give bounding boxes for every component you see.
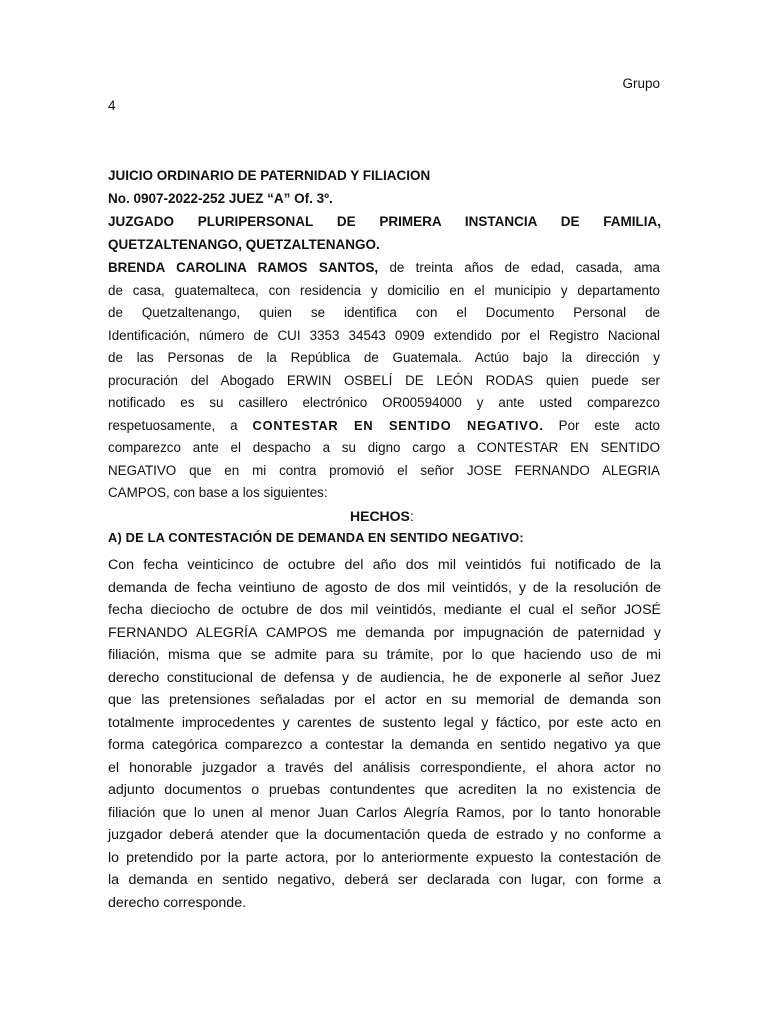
facts-line-11: adjunto documentos o pruebas contundentes que acrediten la no existencia de	[108, 782, 661, 798]
intro-line-9: comparezco ante el despacho a su digno cargo a CONTESTAR EN SENTIDO	[108, 440, 660, 455]
facts-line-2: demanda de fecha veintiuno de agosto de dos mil veintidós, y de la resolución de	[108, 580, 661, 596]
court-line-1: JUZGADO PLURIPERSONAL DE PRIMERA INSTANCIA DE FAMILIA,	[108, 214, 661, 229]
facts-line-1: Con fecha veinticinco de octubre del año dos mil veintidós fui notificado de la	[108, 557, 661, 573]
group-number: 4	[108, 98, 116, 113]
facts-line-3: fecha dieciocho de octubre de dos mil veintidós, mediante el cual el señor JOSÉ	[108, 602, 661, 618]
intro-line-1-rest: de treinta años de edad, casada, ama	[378, 260, 660, 275]
facts-line-16: derecho corresponde.	[108, 895, 247, 911]
facts-line-15: la demanda en sentido negativo, deberá ser declarada con lugar, con forme a	[108, 872, 661, 888]
facts-line-4: FERNANDO ALEGRÍA CAMPOS me demanda por impugnación de paternidad y	[108, 625, 661, 641]
intro-line-3: de Quetzaltenango, quien se identifica con el Documento Personal de	[108, 305, 660, 320]
facts-line-6: derecho constitucional de defensa y de audiencia, he de exponerle al señor Juez	[108, 670, 661, 686]
facts-line-7: que las pretensiones señaladas por el actor en su memorial de demanda son	[108, 692, 661, 708]
contest-negative-phrase: CONTESTAR EN SENTIDO NEGATIVO.	[252, 418, 544, 433]
intro-line-7: notificado es su casillero electrónico OR00594000 y ante usted comparezco	[108, 395, 660, 410]
court-line-2: QUETZALTENANGO, QUETZALTENANGO.	[108, 237, 380, 252]
facts-line-8: totalmente improcedentes y carentes de sustento legal y fáctico, por este acto en	[108, 715, 661, 731]
facts-line-10: el honorable juzgador a través del análisis correspondiente, el ahora actor no	[108, 760, 661, 776]
intro-line-8-end: Por este acto	[543, 418, 660, 433]
facts-line-12: filiación que lo unen al menor Juan Carlos Alegría Ramos, por lo tanto honorable	[108, 805, 661, 821]
facts-line-13: juzgador deberá atender que la documentación queda de estrado y no conforme a	[108, 827, 661, 843]
section-title	[350, 508, 414, 524]
facts-line-9: forma categórica comparezco a contestar la demanda en sentido negativo ya que	[108, 737, 661, 753]
intro-line-10: NEGATIVO que en mi contra promovió el señor JOSE FERNANDO ALEGRIA	[108, 463, 660, 478]
intro-line-4: Identificación, número de CUI 3353 34543 0909 extendido por el Registro Nacional	[108, 328, 660, 343]
section-subheading: A) DE LA CONTESTACIÓN DE DEMANDA EN SENTIDO NEGATIVO:	[108, 530, 524, 545]
facts-line-14: lo pretendido por la parte actora, por lo anteriormente expuesto la contestación de	[108, 850, 661, 866]
intro-line-5: de las Personas de la República de Guatemala. Actúo bajo la dirección y	[108, 350, 660, 365]
intro-line-1	[108, 260, 660, 275]
case-number: No. 0907-2022-252 JUEZ “A” Of. 3º.	[108, 191, 333, 206]
group-label: Grupo	[622, 76, 660, 91]
section-title-text: HECHOS	[350, 508, 410, 524]
party-name: BRENDA CAROLINA RAMOS SANTOS,	[108, 260, 379, 275]
case-title: JUICIO ORDINARIO DE PATERNIDAD Y FILIACION	[108, 168, 431, 183]
section-title-suffix: :	[409, 508, 414, 524]
intro-line-8	[108, 418, 660, 433]
intro-line-11: CAMPOS, con base a los siguientes:	[108, 485, 328, 500]
intro-line-8-start: respetuosamente, a	[108, 418, 253, 433]
intro-line-6: procuración del Abogado ERWIN OSBELÍ DE LEÓN RODAS quien puede ser	[108, 373, 660, 388]
intro-line-2: de casa, guatemalteca, con residencia y domicilio en el municipio y departamento	[108, 283, 660, 298]
facts-line-5: filiación, misma que se admite para su trámite, por lo que haciendo uso de mi	[108, 647, 661, 663]
